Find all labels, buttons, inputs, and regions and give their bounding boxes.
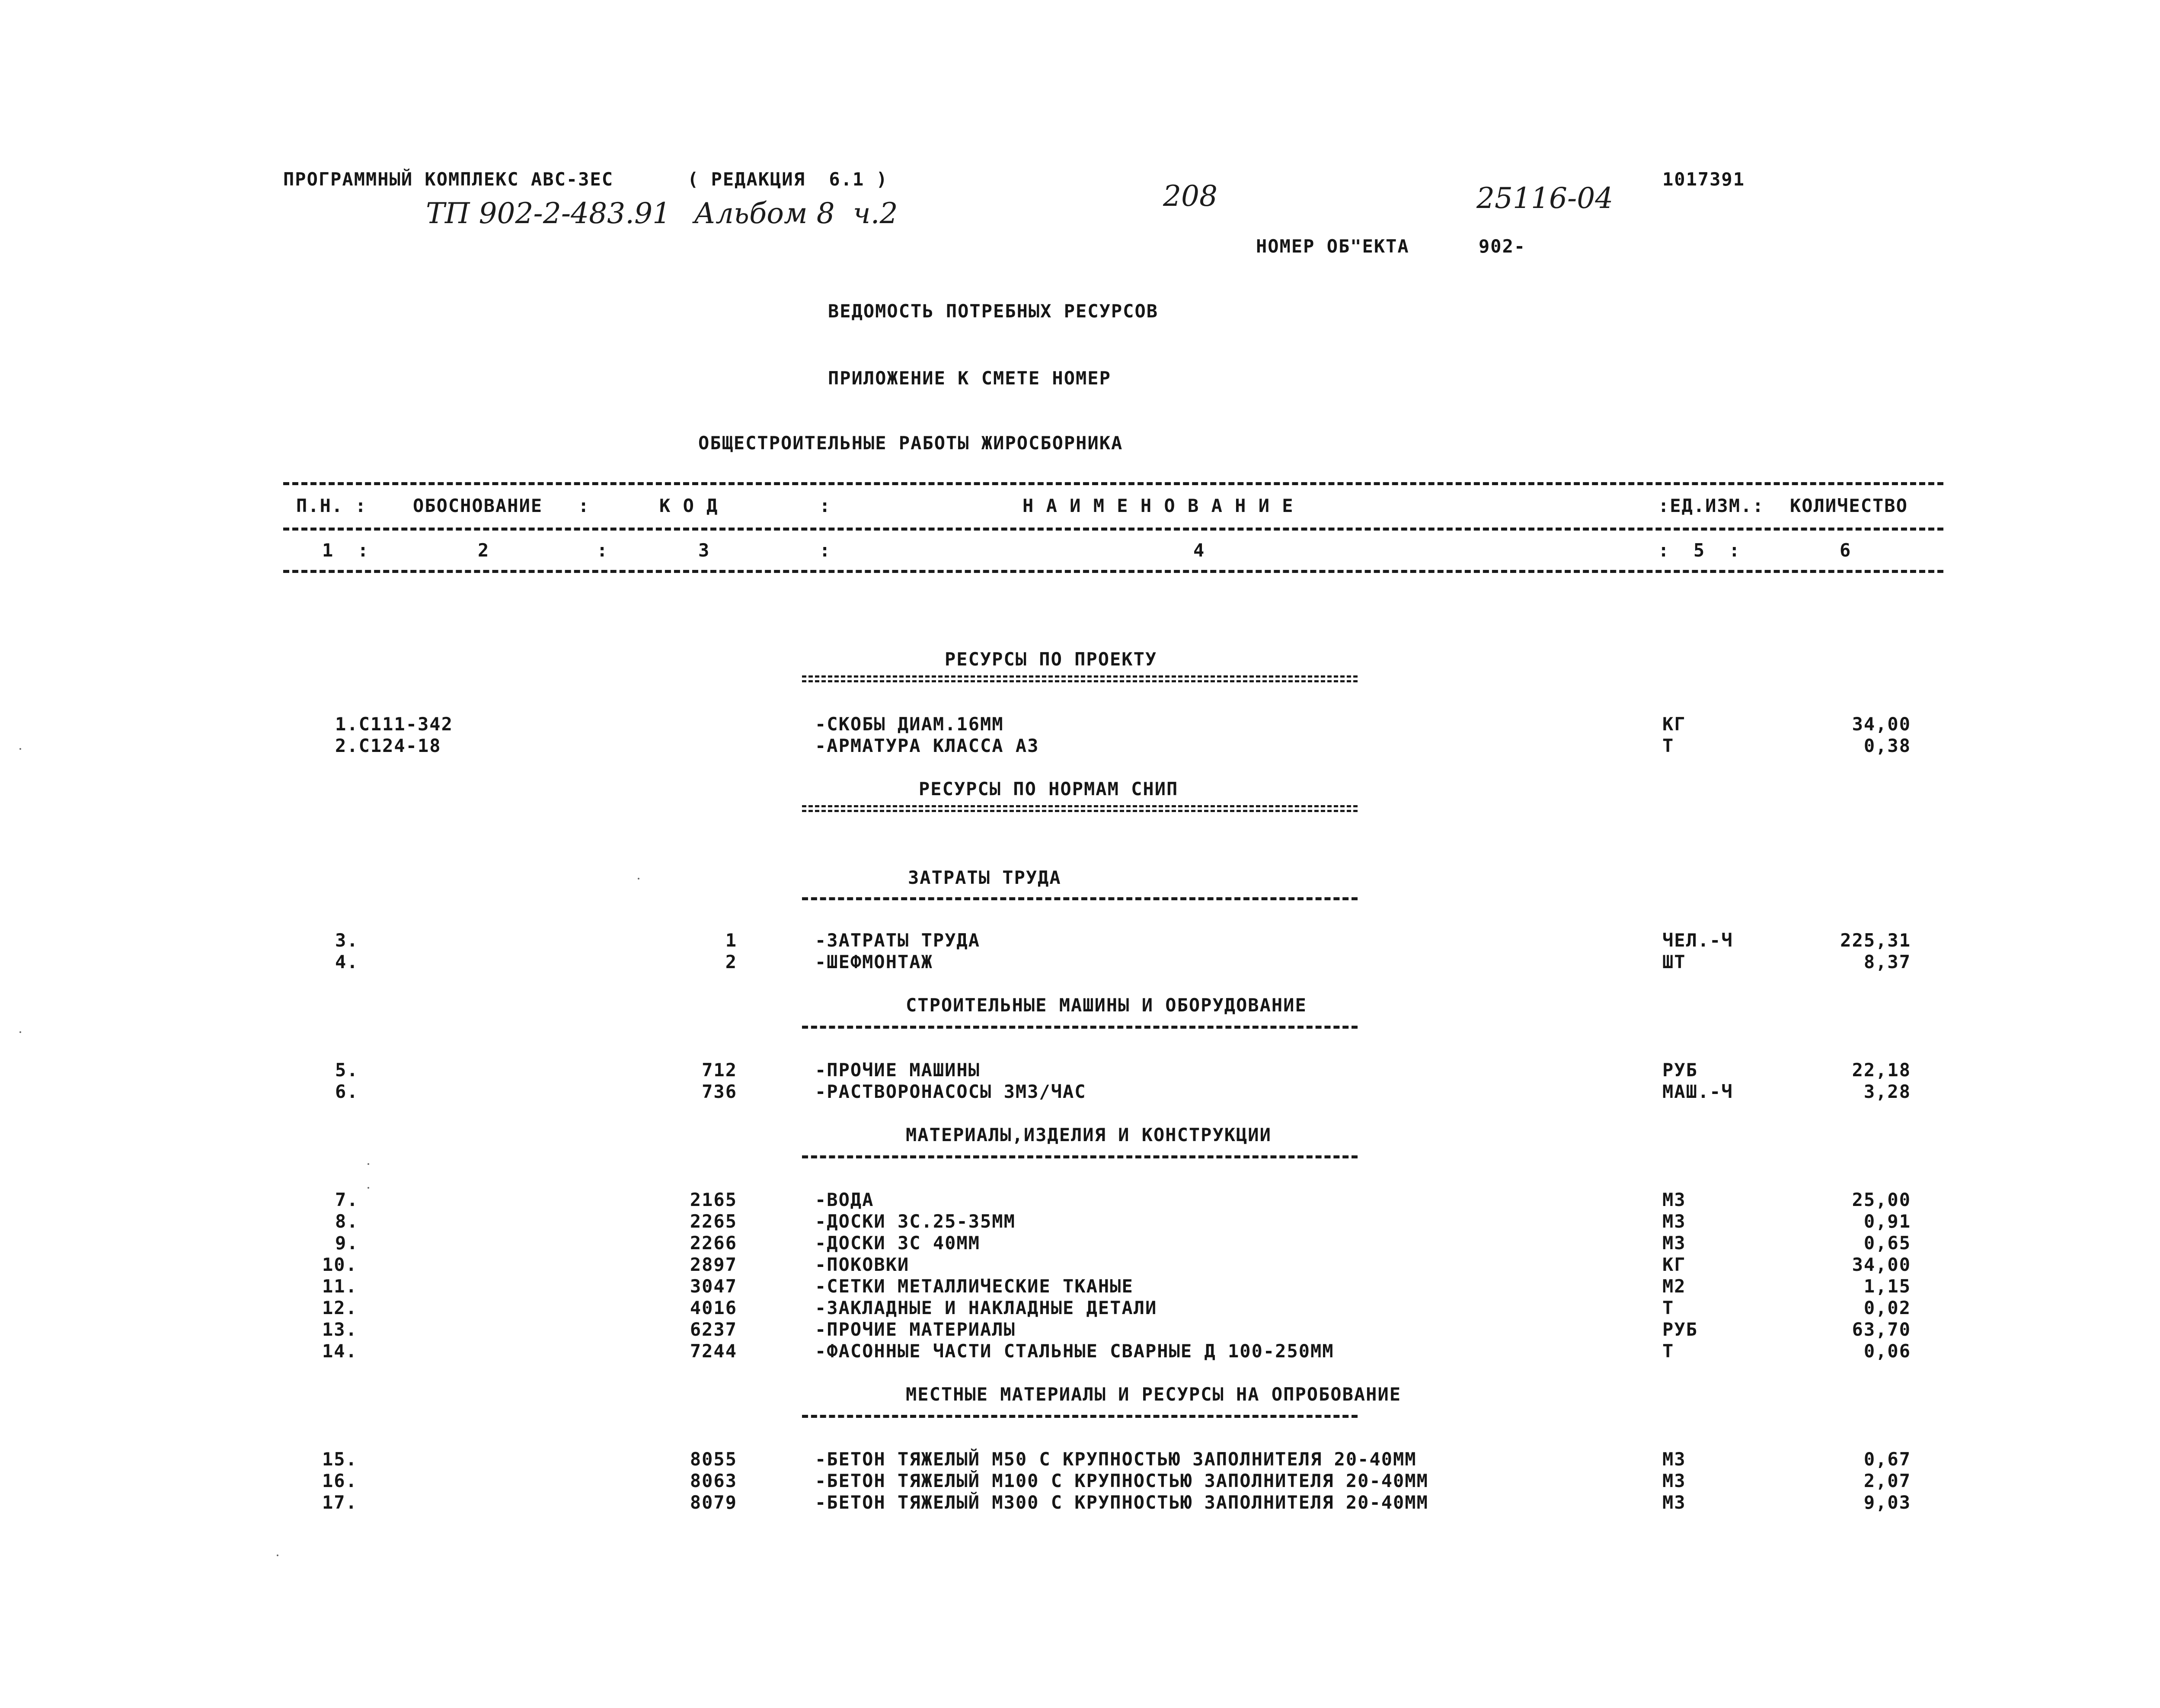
scan-speck [19, 1031, 21, 1033]
item-code: 736 [702, 1081, 737, 1102]
scan-speck [638, 878, 639, 880]
item-name: -ЗАКЛАДНЫЕ И НАКЛАДНЫЕ ДЕТАЛИ [815, 1297, 1157, 1318]
item-number: 8. [335, 1211, 359, 1232]
scan-speck [277, 1554, 278, 1556]
item-unit: М3 [1662, 1189, 1686, 1210]
item-number: 2.С124-18 [335, 735, 441, 756]
item-code: 3047 [690, 1276, 737, 1297]
table-row [0, 735, 2160, 757]
section-snip-resources-rule [802, 805, 1358, 812]
table-header-rule [283, 528, 1943, 531]
column-separator-2: : [597, 540, 609, 561]
document-subtitle: ПРИЛОЖЕНИЕ К СМЕТЕ НОМЕР [828, 368, 1111, 389]
item-quantity: 0,65 [1863, 1232, 1911, 1254]
item-quantity: 8,37 [1863, 951, 1911, 972]
item-unit: Т [1662, 735, 1674, 756]
header-name: Н А И М Е Н О В А Н И Е [1022, 495, 1294, 516]
item-number: 16. [322, 1470, 358, 1491]
section-machines: СТРОИТЕЛЬНЫЕ МАШИНЫ И ОБОРУДОВАНИЕ [906, 995, 1307, 1016]
item-code: 1 [725, 930, 737, 951]
item-unit: ШТ [1662, 951, 1686, 972]
section-local-materials-rule [802, 1415, 1358, 1418]
table-row [0, 1297, 2160, 1319]
column-number-1: 1 : [322, 540, 370, 561]
table-top-rule [283, 482, 1943, 485]
table-row [0, 713, 2160, 735]
item-unit: М3 [1662, 1470, 1686, 1491]
document-id: 1017391 [1662, 169, 1745, 190]
item-code: 2265 [690, 1211, 737, 1232]
item-quantity: 0,38 [1863, 735, 1911, 756]
item-number: 5. [335, 1059, 359, 1081]
table-row [0, 930, 2160, 951]
item-quantity: 0,06 [1863, 1340, 1911, 1362]
item-quantity: 2,07 [1863, 1470, 1911, 1491]
item-unit: М3 [1662, 1492, 1686, 1513]
table-row [0, 1492, 2160, 1513]
item-unit: КГ [1662, 713, 1686, 735]
item-name: -ШЕФМОНТАЖ [815, 951, 933, 972]
section-materials: МАТЕРИАЛЫ,ИЗДЕЛИЯ И КОНСТРУКЦИИ [906, 1124, 1272, 1145]
item-number: 17. [322, 1492, 358, 1513]
item-number: 6. [335, 1081, 359, 1102]
item-unit: Т [1662, 1340, 1674, 1362]
item-unit: М3 [1662, 1211, 1686, 1232]
item-quantity: 34,00 [1852, 713, 1911, 735]
item-quantity: 25,00 [1852, 1189, 1911, 1210]
item-name: -АРМАТУРА КЛАССА А3 [815, 735, 1039, 756]
column-separator-3: : [819, 540, 831, 561]
item-number: 10. [322, 1254, 358, 1275]
item-number: 15. [322, 1449, 358, 1470]
item-code: 2 [725, 951, 737, 972]
scan-speck [19, 748, 21, 750]
item-quantity: 0,91 [1863, 1211, 1911, 1232]
item-name: -ЗАТРАТЫ ТРУДА [815, 930, 981, 951]
item-code: 4016 [690, 1297, 737, 1318]
document-title: ВЕДОМОСТЬ ПОТРЕБНЫХ РЕСУРСОВ [828, 301, 1159, 322]
table-row [0, 1340, 2160, 1362]
item-code: 6237 [690, 1319, 737, 1340]
item-name: -ДОСКИ 3С 40ММ [815, 1232, 981, 1254]
section-local-materials: МЕСТНЫЕ МАТЕРИАЛЫ И РЕСУРСЫ НА ОПРОБОВАНИЕ [906, 1384, 1402, 1405]
table-row [0, 1189, 2160, 1211]
item-unit: РУБ [1662, 1319, 1698, 1340]
item-unit: Т [1662, 1297, 1674, 1318]
column-number-2: 2 [478, 540, 490, 561]
item-name: -ПРОЧИЕ МАТЕРИАЛЫ [815, 1319, 1016, 1340]
column-number-3: 3 [698, 540, 710, 561]
table-numbers-rule [283, 570, 1943, 573]
scan-speck [367, 1187, 369, 1189]
handwritten-page-number: 208 [1163, 179, 1217, 213]
item-name: -СКОБЫ ДИАМ.16ММ [815, 713, 1004, 735]
column-number-6: 6 [1840, 540, 1852, 561]
item-quantity: 0,67 [1863, 1449, 1911, 1470]
header-code: К О Д [659, 495, 719, 516]
item-unit: МАШ.-Ч [1662, 1081, 1733, 1102]
item-quantity: 22,18 [1852, 1059, 1911, 1081]
item-code: 2897 [690, 1254, 737, 1275]
handwritten-code: 25116-04 [1476, 182, 1614, 215]
item-code: 712 [702, 1059, 737, 1081]
section-machines-rule [802, 1026, 1358, 1029]
handwritten-album: Альбом 8 ч.2 [694, 197, 898, 230]
item-unit: М3 [1662, 1449, 1686, 1470]
item-name: -ФАСОННЫЕ ЧАСТИ СТАЛЬНЫЕ СВАРНЫЕ Д 100-250ММ [815, 1340, 1334, 1362]
item-unit: КГ [1662, 1254, 1686, 1275]
item-code: 8079 [690, 1492, 737, 1513]
table-row [0, 1059, 2160, 1081]
item-quantity: 0,02 [1863, 1297, 1911, 1318]
header-separator: : [819, 495, 831, 516]
item-quantity: 225,31 [1840, 930, 1911, 951]
item-name: -ПОКОВКИ [815, 1254, 910, 1275]
item-name: -РАСТВОРОНАСОСЫ 3М3/ЧАС [815, 1081, 1086, 1102]
program-name: ПРОГРАММНЫЙ КОМПЛЕКС АВС-3ЕС [283, 169, 614, 190]
section-labor-rule [802, 897, 1358, 900]
table-row [0, 1232, 2160, 1254]
column-number-4: 4 [1193, 540, 1205, 561]
item-quantity: 63,70 [1852, 1319, 1911, 1340]
item-quantity: 9,03 [1863, 1492, 1911, 1513]
header-basis: ОБОСНОВАНИЕ : [413, 495, 590, 516]
item-quantity: 1,15 [1863, 1276, 1911, 1297]
item-unit: М3 [1662, 1232, 1686, 1254]
edition-label: ( РЕДАКЦИЯ 6.1 ) [687, 169, 888, 190]
section-snip-resources: РЕСУРСЫ ПО НОРМАМ СНИП [919, 778, 1179, 800]
item-name: -БЕТОН ТЯЖЕЛЫЙ М50 С КРУПНОСТЬЮ ЗАПОЛНИТЕЛЯ 20-40ММ [815, 1449, 1417, 1470]
item-name: -ВОДА [815, 1189, 874, 1210]
item-number: 12. [322, 1297, 358, 1318]
work-type-title: ОБЩЕСТРОИТЕЛЬНЫЕ РАБОТЫ ЖИРОСБОРНИКА [698, 432, 1123, 454]
table-row [0, 1254, 2160, 1276]
header-unit: :ЕД.ИЗМ.: [1658, 495, 1764, 516]
header-item-number: П.Н. : [296, 495, 367, 516]
item-quantity: 34,00 [1852, 1254, 1911, 1275]
item-name: -ДОСКИ 3С.25-35ММ [815, 1211, 1016, 1232]
table-row [0, 1276, 2160, 1297]
item-name: -БЕТОН ТЯЖЕЛЫЙ М300 С КРУПНОСТЬЮ ЗАПОЛНИТЕЛЯ 20-40ММ [815, 1492, 1428, 1513]
section-project-resources-rule [802, 675, 1358, 682]
item-unit: ЧЕЛ.-Ч [1662, 930, 1733, 951]
item-number: 9. [335, 1232, 359, 1254]
table-row [0, 1081, 2160, 1103]
item-number: 4. [335, 951, 359, 972]
column-number-5: : 5 : [1658, 540, 1741, 561]
scan-speck [367, 1163, 369, 1165]
table-row [0, 1449, 2160, 1470]
handwritten-project-number: ТП 902-2-483.91 [426, 197, 671, 230]
item-number: 13. [322, 1319, 358, 1340]
item-name: -СЕТКИ МЕТАЛЛИЧЕСКИЕ ТКАНЫЕ [815, 1276, 1134, 1297]
item-unit: РУБ [1662, 1059, 1698, 1081]
header-quantity: КОЛИЧЕСТВО [1790, 495, 1908, 516]
table-row [0, 1211, 2160, 1232]
item-number: 14. [322, 1340, 358, 1362]
section-labor: ЗАТРАТЫ ТРУДА [908, 867, 1061, 888]
item-unit: М2 [1662, 1276, 1686, 1297]
object-number-label: НОМЕР ОБ"ЕКТА [1256, 236, 1409, 257]
table-row [0, 1470, 2160, 1492]
item-quantity: 3,28 [1863, 1081, 1911, 1102]
item-number: 1.С111-342 [335, 713, 453, 735]
item-name: -БЕТОН ТЯЖЕЛЫЙ М100 С КРУПНОСТЬЮ ЗАПОЛНИТЕЛЯ 20-40ММ [815, 1470, 1428, 1491]
item-name: -ПРОЧИЕ МАШИНЫ [815, 1059, 981, 1081]
item-code: 2266 [690, 1232, 737, 1254]
item-code: 8055 [690, 1449, 737, 1470]
table-row [0, 951, 2160, 973]
item-number: 7. [335, 1189, 359, 1210]
item-code: 2165 [690, 1189, 737, 1210]
item-code: 7244 [690, 1340, 737, 1362]
section-materials-rule [802, 1155, 1358, 1158]
object-number-value: 902- [1479, 236, 1526, 257]
item-code: 8063 [690, 1470, 737, 1491]
table-row [0, 1319, 2160, 1340]
section-project-resources: РЕСУРСЫ ПО ПРОЕКТУ [945, 649, 1157, 670]
item-number: 11. [322, 1276, 358, 1297]
item-number: 3. [335, 930, 359, 951]
